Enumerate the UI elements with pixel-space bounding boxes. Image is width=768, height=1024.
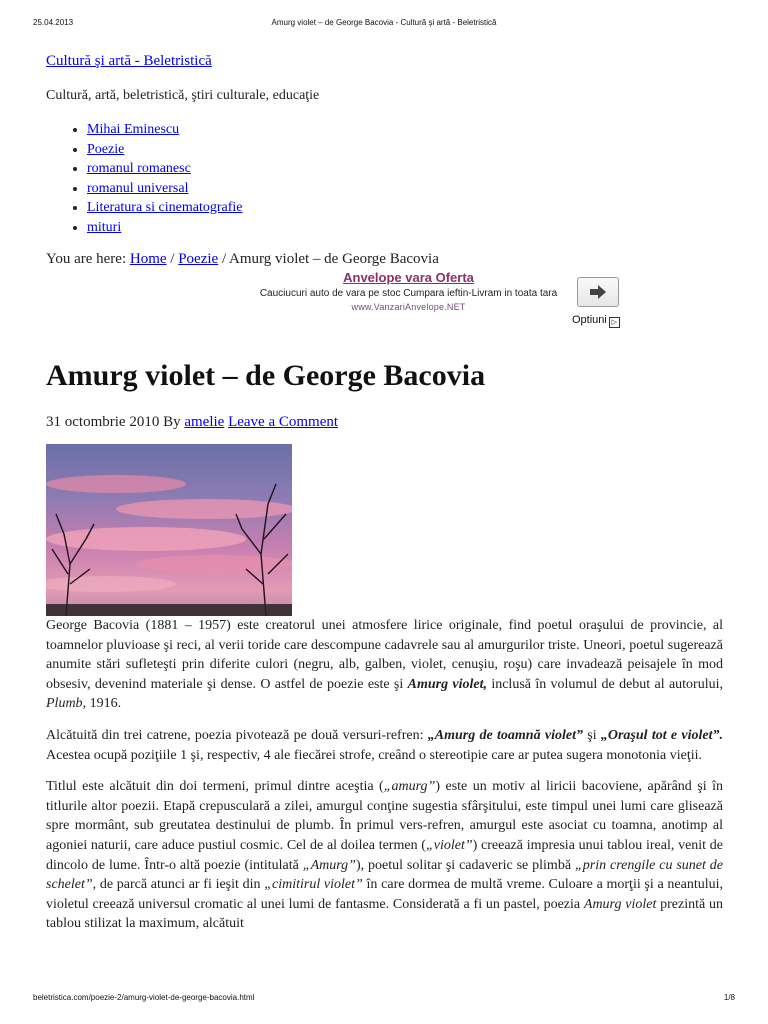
- nav-link-mihai-eminescu[interactable]: Mihai Eminescu: [87, 122, 180, 137]
- quote-emphasis: „Amurg”: [302, 857, 356, 873]
- sunset-photo: [46, 444, 292, 616]
- post-entry: [46, 444, 723, 934]
- entry-text: inclusă în volumul de debut al autorului,: [487, 676, 723, 692]
- entry-text: ), poetul solitar şi cadaveric se plimbă: [355, 857, 575, 873]
- site-title-link[interactable]: Cultură şi artă - Beletristică: [46, 53, 212, 69]
- ad-options-label: Optiuni: [572, 314, 607, 326]
- print-page-title: Amurg violet – de George Bacovia - Cultură şi artă - Beletristică: [271, 18, 497, 27]
- leave-comment-link[interactable]: Leave a Comment: [228, 414, 339, 430]
- ad-description: Cauciucuri auto de vara pe stoc Cumpara ieftin-Livram in toata tara: [259, 288, 558, 299]
- nav-link-romanul-universal[interactable]: romanul universal: [87, 180, 189, 196]
- advertisement-banner: [46, 269, 723, 331]
- nav-item: [87, 159, 723, 179]
- nav-item: [87, 179, 723, 199]
- breadcrumb-prefix: You are here:: [46, 251, 130, 267]
- entry-text: 1916.: [86, 696, 122, 712]
- print-page-number: 1/8: [723, 993, 735, 1002]
- entry-text: Acestea ocupă poziţiile 1 şi, respectiv, 4 ale fiecărei strofe, creând o stereotipie care ar putea sugera monotonia vieţii.: [46, 747, 703, 763]
- breadcrumb-home-link[interactable]: Home: [129, 251, 167, 267]
- post-by-label: By: [159, 414, 185, 430]
- refrain-quote: „Amurg de toamnă violet”: [427, 727, 583, 743]
- nav-item: [87, 218, 723, 238]
- entry-paragraph-3: [46, 777, 723, 934]
- ad-title-link[interactable]: Anvelope vara Oferta: [343, 270, 474, 285]
- post-title: Amurg violet – de George Bacovia: [46, 359, 486, 392]
- quote-emphasis: „violet”: [425, 837, 473, 853]
- entry-text: Titlul este alcătuit din doi termeni, primul dintre aceştia (: [46, 779, 384, 795]
- nav-link-mituri[interactable]: mituri: [87, 219, 122, 235]
- print-url: beletristica.com/poezie-2/amurg-violet-de-george-bacovia.html: [33, 993, 255, 1002]
- ad-options-link[interactable]: [572, 314, 620, 328]
- breadcrumb-separator: /: [218, 251, 230, 267]
- nav-link-literatura-cinematografie[interactable]: Literatura si cinematografie: [87, 200, 243, 215]
- entry-text: prezintă un tablou stilizat la maximum, alcătuit: [46, 896, 723, 932]
- entry-text: de parcă atunci ar fi ieşit din: [96, 877, 265, 893]
- quote-emphasis: „amurg”: [383, 779, 436, 795]
- volume-title-emphasis: Plumb,: [46, 696, 87, 712]
- entry-text: Alcătuită din trei catrene, poezia pivotează pe două versuri-refren:: [46, 727, 428, 743]
- post-author-link[interactable]: amelie: [184, 414, 225, 430]
- print-date: 25.04.2013: [33, 18, 74, 27]
- entry-text: şi: [582, 727, 601, 743]
- nav-link-poezie[interactable]: Poezie: [87, 141, 125, 157]
- nav-item: [87, 198, 723, 218]
- print-header: [33, 18, 735, 30]
- main-navigation: [46, 120, 723, 237]
- breadcrumb-current: Amurg violet – de George Bacovia: [229, 251, 439, 267]
- nav-item: [87, 120, 723, 140]
- post-meta: [46, 412, 723, 432]
- post-date: 31 octombrie 2010: [46, 414, 160, 430]
- ad-go-button[interactable]: [577, 277, 619, 307]
- breadcrumb-separator: /: [166, 251, 179, 267]
- entry-paragraph-1: [46, 444, 723, 714]
- nav-link-romanul-romanesc[interactable]: romanul romanesc: [87, 161, 191, 176]
- site-tagline: Cultură, artă, beletristică, ştiri culturale, educaţie: [46, 88, 320, 103]
- page-content: [46, 51, 723, 946]
- entry-text: ) creează impresia unui tablou ireal, venit de dincolo de lume. Într-o altă poezie (intitulată: [46, 837, 723, 873]
- arrow-right-icon: [589, 285, 607, 299]
- entry-text: ) este un motiv al liricii bacoviene, apărând şi în titlurile altor poezii. Etapă crepusculară a zilei, amurgul conţine sugestia sfârşitului, este timpul unei lumi care glisează spre mormânt, sub greutatea destinului de plumb. În primul vers-refren, amurgul este asociat cu toamna, anotimp al agoniei naturii, care aduce pustiul cosmic. Cel de al doilea termen (: [46, 779, 723, 853]
- breadcrumb: [46, 249, 723, 269]
- quote-emphasis: „prin crengile cu sunet de schelet”,: [46, 857, 724, 893]
- entry-text: în care dormea de multă vreme. Culoare a morţii şi a neantului, violetul creează universul cromatic al unei lumi de fantasme. Considerată a fi un pastel, poezia: [46, 877, 724, 912]
- refrain-quote: „Oraşul tot e violet”.: [600, 727, 723, 743]
- nav-item: [87, 140, 723, 160]
- entry-paragraph-2: [46, 726, 723, 765]
- breadcrumb-category-link[interactable]: Poezie: [178, 251, 219, 267]
- poem-title-emphasis: Amurg violet,: [407, 676, 487, 692]
- print-footer: [33, 993, 735, 1005]
- entry-text: George Bacovia (1881 – 1957) este creatorul unei atmosfere lirice originale, find poetul oraşului de provincie, al toamnelor pluvioase şi reci, al verii toride care descompune cadavrele sau al amurgurilor triste. Uneori, poetul sugerează anumite stări sufleteşti prin diferite culori (negru, alb, galben, violet, cenuşiu, roşu) care invadează peisajele în mod obsesiv, devenind materiale şi dense. O astfel de poezie este şi: [46, 618, 723, 692]
- quote-emphasis: „cimitirul violet”: [264, 877, 363, 893]
- adchoices-icon: ▷: [609, 317, 620, 328]
- poem-title-emphasis: Amurg violet: [583, 896, 657, 912]
- ad-url[interactable]: www.VanzariAnvelope.NET: [351, 302, 466, 312]
